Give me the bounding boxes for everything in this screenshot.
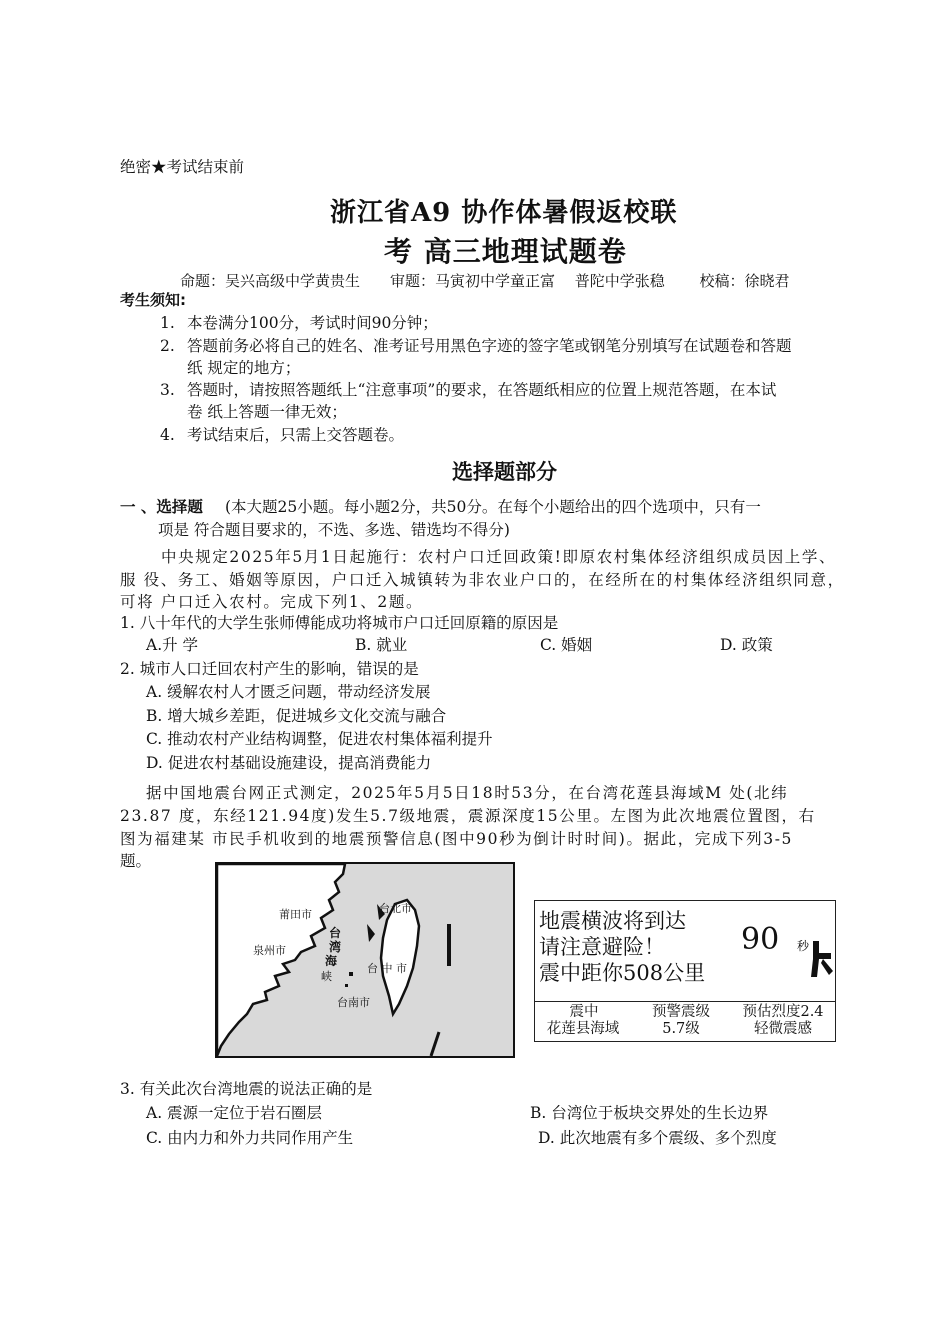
notice-item-num: 2.	[160, 337, 175, 355]
warning-col2-value: 5.7级	[662, 1021, 700, 1037]
passage2-line: 图为福建某 市民手机收到的地震预警信息(图中90秒为倒计时时间)。据此，完成下列3-5	[120, 830, 794, 848]
scissors-icon	[809, 939, 835, 979]
warning-col3-head: 预估烈度2.4	[742, 1004, 824, 1020]
authors-line: 命题：吴兴高级中学黄贵生 审题：马寅初中学童正富 普陀中学张稳 校稿：徐晓君	[180, 272, 790, 290]
notice-item-num: 3.	[160, 381, 175, 399]
part1-label: 一 、选择题	[120, 498, 203, 516]
passage1-line: 中央规定2025年5月1日起施行：农村户口迁回政策!即原农村集体经济组织成员因上学、	[161, 548, 837, 566]
notice-item-text: 本卷满分100分，考试时间90分钟；	[187, 314, 438, 332]
section-title: 选择题部分	[452, 459, 557, 484]
notice-item-num: 1.	[160, 314, 175, 332]
taiwan-island	[381, 900, 419, 1014]
q1-option-b: B. 就业	[355, 636, 408, 654]
part1-desc-cont: 项是 符合题目要求的，不选、多选、错选均不得分)	[158, 521, 510, 539]
passage1-line: 服 役、务工、婚姻等原因，户口迁入城镇转为非农业户口的，在经所在的村集体经济组织同意，	[120, 571, 845, 589]
warning-col1-value: 花莲县海域	[546, 1021, 620, 1037]
map-label-strait: 湾	[329, 940, 342, 954]
notice-item-num: 4.	[160, 426, 175, 444]
map-label-taibei: 台北市	[379, 902, 412, 915]
notice-heading: 考生须知:	[120, 291, 186, 309]
passage2-line: 23.87 度，东经121.94度)发生5.7级地震，震源深度15公里。左图为此次地震位置图，右	[120, 807, 816, 825]
secret-label: 绝密★考试结束前	[120, 158, 245, 176]
map-label-tainan: 台南市	[337, 996, 370, 1009]
q2-option-c: C. 推动农村产业结构调整，促进农村集体福利提升	[146, 730, 493, 748]
notice-item-text-cont: 纸 规定的地方；	[187, 359, 301, 377]
q3-option-a: A. 震源一定位于岩石圈层	[146, 1104, 323, 1122]
notice-item-text: 答题前务必将自己的姓名、准考证号用黑色字迹的签字笔或钢笔分别填写在试题卷和答题	[187, 337, 792, 355]
map-label-strait: 台	[329, 926, 342, 940]
part1-desc: (本大题25小题。每小题2分，共50分。在每个小题给出的四个选项中，只有一	[225, 498, 761, 516]
q2-option-b: B. 增大城乡差距，促进城乡文化交流与融合	[146, 707, 447, 725]
q3-option-d: D. 此次地震有多个震级、多个烈度	[538, 1129, 777, 1147]
map-drawing	[217, 864, 513, 1056]
warning-top-panel	[535, 901, 835, 1002]
warning-line2: 请注意避险！	[539, 935, 665, 959]
map-label-strait: 峡	[321, 970, 332, 983]
q3-option-c: C. 由内力和外力共同作用产生	[146, 1129, 354, 1147]
map-label-strait: 海	[325, 954, 338, 968]
q3-option-b: B. 台湾位于板块交界处的生长边界	[530, 1104, 769, 1122]
q2-stem: 2. 城市人口迁回农村产生的影响，错误的是	[120, 660, 419, 678]
passage2-line: 题。	[120, 852, 152, 870]
notice-item-text: 答题时，请按照答题纸上“注意事项”的要求，在答题纸相应的位置上规范答题，在本试	[187, 381, 777, 399]
warning-line3: 震中距你508公里	[539, 961, 706, 985]
notice-item-text-cont: 卷 纸上答题一律无效；	[187, 403, 347, 421]
earthquake-warning-message	[534, 900, 836, 1042]
warning-col3-value: 轻微震感	[754, 1021, 812, 1037]
q1-stem: 1. 八十年代的大学生张师傅能成功将城市户口迁回原籍的原因是	[120, 614, 559, 632]
title-line2: 考 高三地理试题卷	[384, 235, 627, 268]
q3-stem: 3. 有关此次台湾地震的说法正确的是	[120, 1080, 373, 1098]
map-label-putian: 莆田市	[279, 908, 312, 921]
countdown-value: 90	[741, 922, 780, 957]
warning-line1: 地震横波将到达	[539, 909, 686, 933]
q2-option-a: A. 缓解农村人才匮乏问题，带动经济发展	[146, 683, 431, 701]
q2-option-d: D. 促进农村基础设施建设，提高消费能力	[146, 754, 432, 772]
passage1-line: 可将 户口迁入农村。完成下列1、2题。	[120, 593, 424, 611]
q1-option-c: C. 婚姻	[540, 636, 593, 654]
countdown-unit: 秒	[797, 939, 810, 953]
map-label-quanzhou: 泉州市	[253, 944, 286, 957]
title-line1: 浙江省A9 协作体暑假返校联	[330, 198, 678, 228]
map-label-taizhong: 台 中 市	[367, 962, 407, 975]
passage2-line: 据中国地震台网正式测定，2025年5月5日18时53分，在台湾花莲县海域M 处(北纬	[146, 784, 789, 802]
warning-col2-head: 预警震级	[652, 1004, 710, 1020]
earthquake-location-map	[215, 862, 515, 1058]
q1-option-d: D. 政策	[720, 636, 773, 654]
notice-item-text: 考试结束后，只需上交答题卷。	[187, 426, 405, 444]
warning-col1-head: 震中	[569, 1004, 599, 1020]
q1-option-a: A.升 学	[146, 636, 199, 654]
